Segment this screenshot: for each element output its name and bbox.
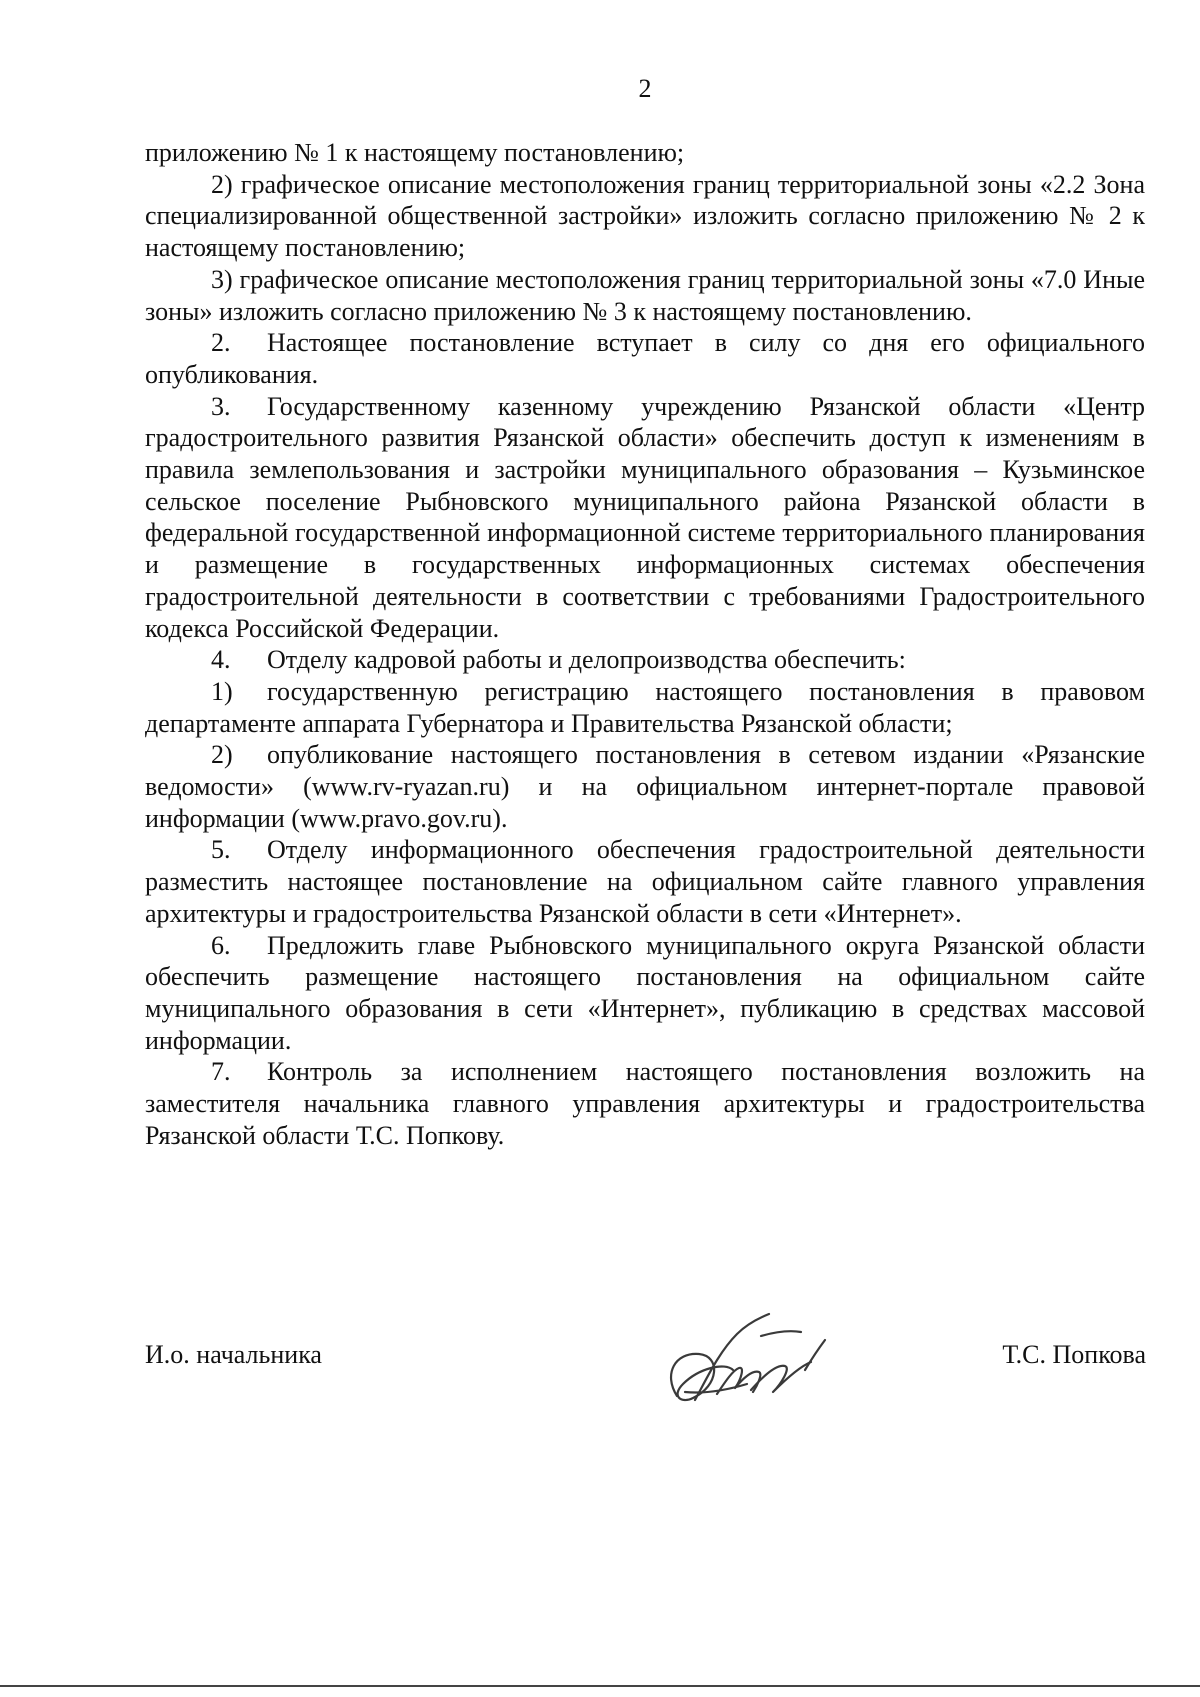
paragraph-text: Предложить главе Рыбновского муниципального округа Рязанской области обеспечить размещение настоящего постановления на официальном сайте муниципального образования в сети «Интернет», публикацию в средствах массовой информации. (145, 930, 1145, 1055)
paragraph-subitem-4-1 (145, 676, 1145, 739)
paragraph-text: опубликование настоящего постановления в сетевом издании «Рязанские ведомости» (www.rv-ryazan.ru) и на официальном интернет-портале правовой информации (www.pravo.gov.ru). (145, 740, 1145, 833)
item-number: 2. (211, 328, 231, 358)
paragraph-item-3 (145, 391, 1145, 645)
item-number: 7. (211, 1057, 231, 1087)
paragraph-text: 2) графическое описание местоположения границ территориальной зоны «2.2 Зона специализированной общественной застройки» изложить согласно приложению № 2 к настоящему постановлению; (145, 169, 1145, 263)
item-number: 3. (211, 391, 231, 421)
paragraph-item-7 (145, 1056, 1145, 1151)
paragraph-subitem-2 (145, 169, 1145, 264)
page-number: 2 (638, 74, 652, 103)
paragraph-item-5 (145, 834, 1145, 929)
paragraph-text: приложению № 1 к настоящему постановлению; (145, 138, 685, 167)
paragraph-text: Контроль за исполнением настоящего постановления возложить на заместителя начальника главного управления архитектуры и градостроительства Рязанской области Т.С. Попкову. (145, 1057, 1145, 1150)
item-number: 1) (211, 676, 233, 706)
item-number: 2) (211, 740, 233, 770)
page-bottom-rule (0, 1685, 1200, 1687)
item-number: 6. (211, 930, 231, 960)
paragraph-text: Отделу кадровой работы и делопроизводства обеспечить: (267, 645, 906, 675)
paragraph-text: Государственному казенному учреждению Рязанской области «Центр градостроительного развития Рязанской области» обеспечить доступ к изменениям в правила землепользования и застройки муниципального образования – Кузьминское сельское поселение Рыбновского муниципального района Рязанской области в федеральной государственной информационной системе территориального планирования и размещение в государственных информационных системах обеспечения градостроительной деятельности в соответствии с требованиями Градостроительного кодекса Российской Федерации. (145, 391, 1145, 643)
document-body (145, 137, 1145, 1152)
paragraph-item-4 (145, 644, 1145, 676)
paragraph-continuation (145, 137, 1145, 169)
item-number: 4. (211, 645, 231, 675)
signatory-title: И.о. начальника (145, 1340, 322, 1369)
paragraph-text: Отделу информационного обеспечения градостроительной деятельности разместить настоящее постановление на официальном сайте главного управления архитектуры и градостроительства Рязанской области в сети «Интернет». (145, 835, 1145, 928)
signatory-name: Т.С. Попкова (1002, 1340, 1146, 1369)
paragraph-text: Настоящее постановление вступает в силу со дня его официального опубликования. (145, 328, 1145, 389)
paragraph-subitem-3 (145, 264, 1145, 327)
signature-block (145, 1340, 1145, 1430)
paragraph-text: 3) графическое описание местоположения границ территориальной зоны «7.0 Иные зоны» изложить согласно приложению № 3 к настоящему постановлению. (145, 264, 1145, 326)
paragraph-text: государственную регистрацию настоящего постановления в правовом департаменте аппарата Губернатора и Правительства Рязанской области; (145, 676, 1145, 738)
item-number: 5. (211, 835, 231, 865)
paragraph-item-2 (145, 327, 1145, 390)
handwritten-signature (655, 1304, 845, 1416)
paragraph-subitem-4-2 (145, 739, 1145, 834)
paragraph-item-6 (145, 930, 1145, 1057)
